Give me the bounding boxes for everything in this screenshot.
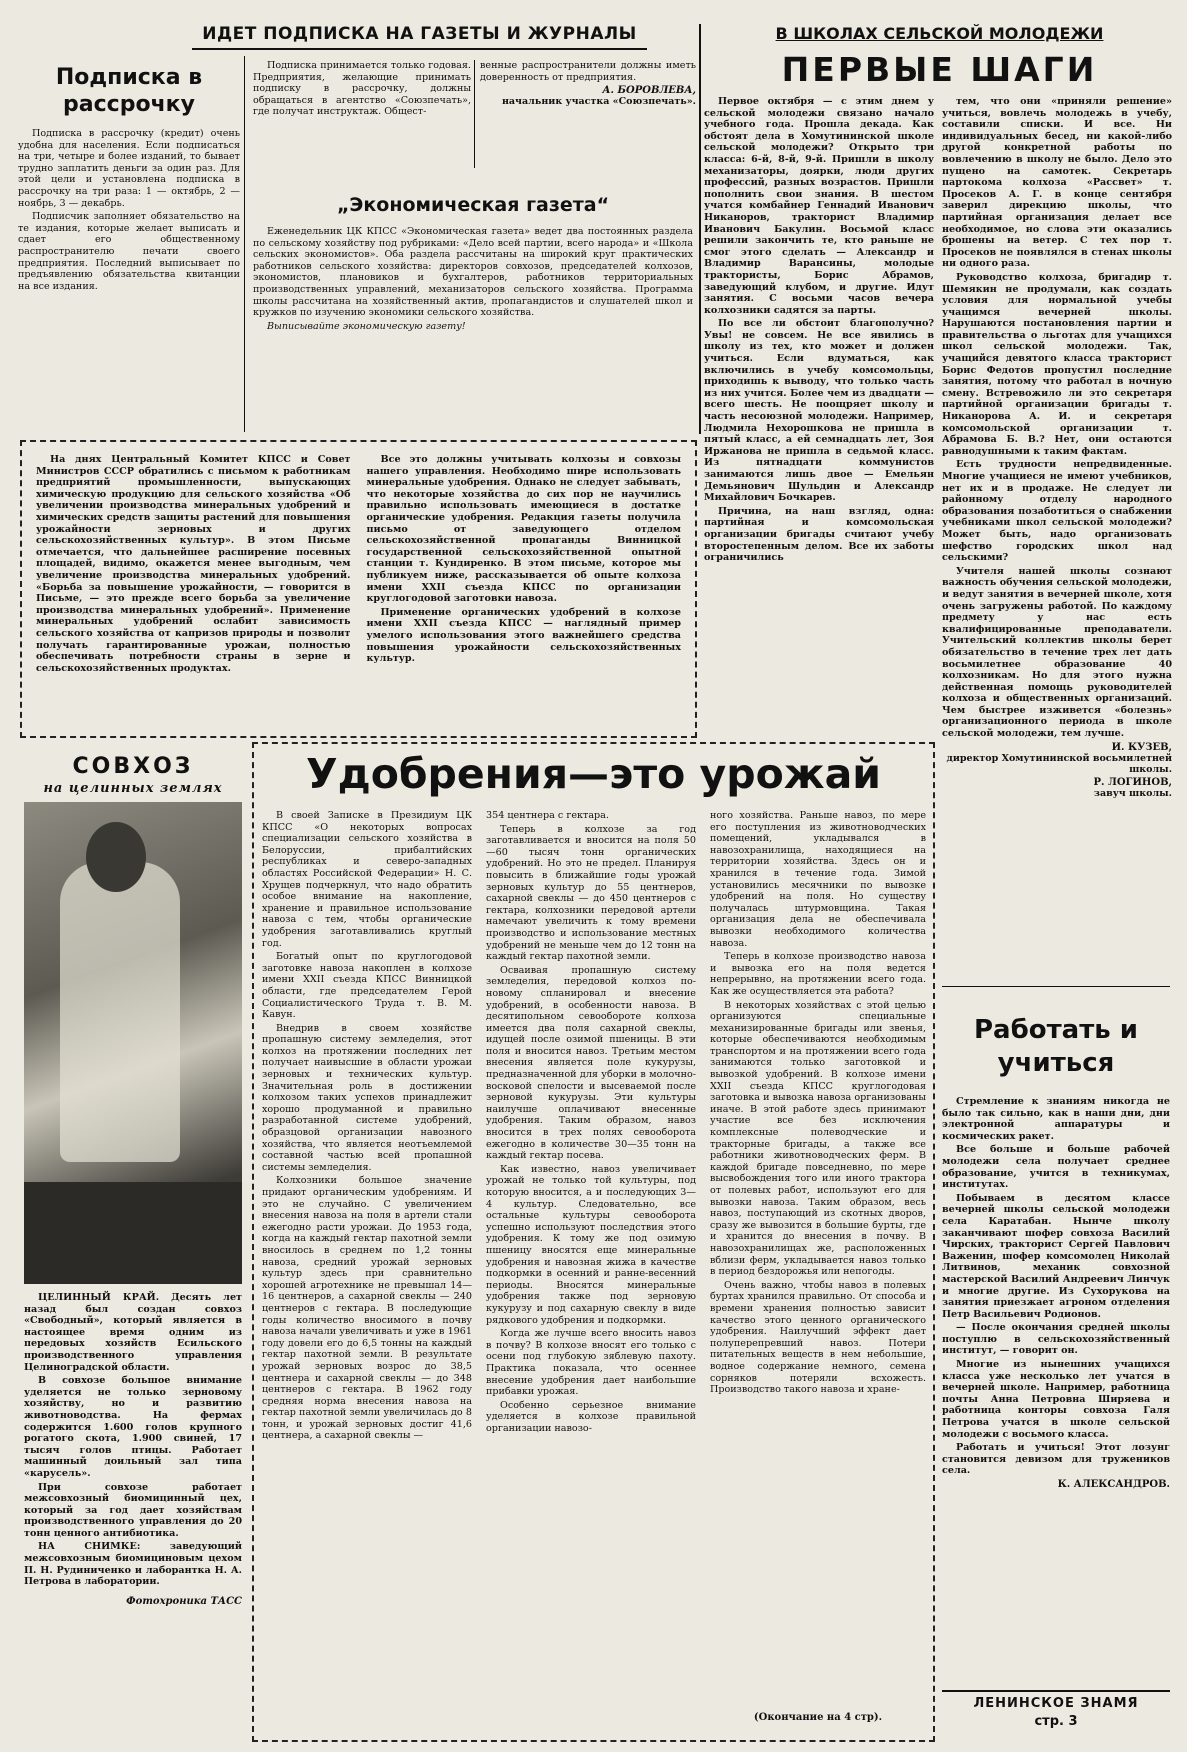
udobrenia-paragraph: Теперь в колхозе за год заготавливается и вносится на поля 50—60 тысяч тонн органических удобрений. Но это не предел. Планируя повысить в ближайшие годы урожай зерновых культур до 55 центнеров, сахарной свеклы — до 450 центнеров с гектара, колхозники передовой артели намечают увеличить к тому времени производство и использование местных удобрений не меньше чем до 12 тонн на каждый гектар пахотной земли. (486, 823, 696, 963)
rassrochka-signature: А. БОРОВЛЕВА, (602, 85, 696, 97)
work-study-paragraph: Побываем в десятом классе вечерней школы сельской молодежи села Каратабан. Нынче школу заканчивают шофер совхоза Василий Чирских, тракторист Сергей Павлович Важенин, шофер комсомолец Николай Литвинов, механик совхозной мастерской Василий Андреевич Линчук и многие другие. Из Сухорукова на занятия приезжает агроном отделения Петр Васильевич Родионов. (942, 1192, 1170, 1320)
work-study-paragraph: Стремление к знаниям никогда не было так сильно, как в наши дни, дни электронной аппаратуры и космических ракет. (942, 1096, 1170, 1142)
udobrenia-paragraph: Как известно, навоз увеличивает урожай не только той культуры, под которую вносится, а и последующих 3—4 культур. Следовательно, все остальные культуры севооборота успешно используют последствия этого удобрения. К тому же под озимую пшеницу вносятся еще минеральные удобрения и навозная жижа в качестве подкормки в осенний и ранне-весенний периоды. Вносятся минеральные удобрения также под зерновую кукурузу и под сахарную свеклу в виде рядкового удобрения и подкормки. (486, 1163, 696, 1326)
work-study-paragraph: Все больше и больше рабочей молодежи села получает среднее образование, учится в техникумах, институтах. (942, 1144, 1170, 1191)
udobrenia-paragraph: Теперь в колхозе производство навоза и вывозка его на поля ведется непрерывно, на протяжении всего года. Как же осуществляется эта работа? (710, 951, 926, 997)
column-rule (474, 60, 475, 168)
rassrochka-signature-role: начальник участка «Союзпечать». (501, 96, 696, 108)
letter-paragraph: Применение органических удобрений в колхозе имени XXII съезда КПСС — наглядный пример умелого использования этого важнейшего средства повышения урожайности сельскохозяйственных культур. (366, 606, 681, 665)
udobrenia-paragraph: В своей Записке в Президиум ЦК КПСС «О некоторых вопросах специализации сельского хозяйства в Белоруссии, прибалтийских республиках и северо-западных областях Российской Федерации» Н. С. Хрущев подчеркнул, что надо обратить особое внимание на накопление, хранение и правильное использование навоза с тем, чтобы органические удобрения заготавливались круглый год. (262, 810, 472, 949)
udobrenia-paragraph: ного хозяйства. Раньше навоз, по мере его поступления из животноводческих помещений, укладывался в навозохранилища, находящиеся на территории хозяйства. Здесь он и хранился в течение года. Зимой установились месячники по вывозке удобрений на поля. Но существу получалась штурмовщина. Такая организация дела не обеспечивала вывозки необходимого количества навоза. (710, 810, 926, 949)
footer-rule (942, 1690, 1170, 1692)
sovkhoz-photo-credit: Фотохроника ТАСС (126, 1595, 242, 1607)
first-steps-title: ПЕРВЫЕ ШАГИ (781, 50, 1098, 89)
udobrenia-paragraph: 354 центнера с гектара. (486, 810, 609, 821)
photo-figure (60, 862, 180, 1162)
udobrenia-paragraph: Особенно серьезное внимание уделяется в колхозе правильной организации навозо- (486, 1399, 696, 1434)
udobrenia-paragraph: Богатый опыт по круглогодовой заготовке навоза накоплен в колхозе имени XXII съезда КПСС Винницкой области, где председателем Герой Социалистического Труда т. В. М. Кавун. (262, 951, 472, 1021)
econ-article (253, 188, 693, 434)
econ-paragraph: Выписывайте экономическую газету! (267, 320, 466, 332)
subscription-banner: ИДЕТ ПОДПИСКА НА ГАЗЕТЫ И ЖУРНАЛЫ (202, 24, 637, 44)
sovkhoz-photo (24, 802, 242, 1284)
first-steps-col2 (942, 96, 1172, 976)
sovkhoz-article (24, 752, 242, 1742)
first-steps-signature-role: директор Хомутининской восьмилетней школы. (946, 752, 1172, 775)
first-steps-paragraph: Руководство колхоза, бригадир т. Шемякин не продумали, как создать условия для нормальной учебы учащимся вечерней школы. Нарушаются постановления партии и правительства о льготах для учащихся школ сельской молодежи. Так, учащийся девятого класса тракторист Борис Федотов пропустил последние занятия, потому что работал в ночную смену. Встревожило ли это секретаря партийной организации бригады т. Никанорова А. И. и секретаря комсомольской организации т. Абрамова Б. В.? Нет, они остаются равнодушными к таким фактам. (942, 271, 1172, 457)
work-study-article (942, 992, 1170, 1682)
rassrochka-paragraph: Подписка в рассрочку (кредит) очень удобна для населения. Если подписаться на три, четыре и более изданий, то бывает трудно заплатить деньги за один раз. Для этой цели и установлена подписка в рассрочку на три раза: 1 — октябрь, 2 — ноябрь, 3 — декабрь. (18, 128, 240, 209)
letter-paragraph: На днях Центральный Комитет КПСС и Совет Министров СССР обратились с письмом к работникам предприятий промышленности, выпускающих химическую продукцию для сельского хозяйства «Об увеличении производства минеральных удобрений и химических средств защиты растений для повышения урожайности зерновых и других сельскохозяйственных культур». В этом Письме отмечается, что дальнейшее расширение посевных площадей, видимо, окажется менее выгодным, чем увеличение производства минеральных удобрений. «Борьба за повышение урожайности, — говорится в Письме, — это прежде всего борьба за увеличение производства минеральных удобрений». Применение минеральных удобрений ослабит зависимость сельского хозяйства от капризов природы и позволит получать гарантированные урожаи, полностью обеспечивать потребности страны в зерне и сельскохозяйственных продуктах. (36, 454, 351, 674)
first-steps-paragraph: По все ли обстоит благополучно? Увы! не совсем. Не все явились в школу из тех, кто может и должен учиться. Если вдуматься, как включились в учебу комсомольцы, приходишь к выводу, что только часть из них учится. Более чем из двадцати — всего шесть. Не поощряет школу и часть несоюзной молодежи. Например, Людмила Нехорошкова не пришла в пятый класс, а ей семнадцать лет, Зоя Иржанова не пришла в седьмой класс. Из пятнадцати коммунистов занимаются лишь двое — Емельян Демьянович Шульдин и Александр Михайлович Бочкарев. (704, 318, 934, 504)
rassrochka-paragraph: Подписчик заполняет обязательство на те издания, которые желает выписать и сдает его общественному распространителю печати своего предприятия. Последний выписывает по предъявлению обязательства квитанции на все издания. (18, 211, 240, 292)
rassrochka-paragraph: венные распространители должны иметь доверенность от предприятия. (480, 60, 696, 83)
first-steps-signature: Р. ЛОГИНОВ, (1093, 776, 1172, 788)
rassrochka-paragraph: Подписка принимается только годовая. Предприятия, желающие принимать подписку в рассрочку, должны обращаться в агентство «Союзпечать», где получат инструктаж. Общест- (253, 60, 471, 118)
first-steps-signature-role: завуч школы. (1093, 787, 1172, 799)
first-steps-paragraph: Есть трудности непредвиденные. Многие учащиеся не имеют учебников, нет их и в продаже. Не следует ли районному отделу народного образования позаботиться о снабжении учебниками школ сельской молодежи? Может быть, надо организовать шефство городских школ над сельскими? (942, 459, 1172, 564)
rassrochka-continued-2 (480, 60, 696, 180)
letter-box (20, 440, 697, 738)
first-steps-col1 (704, 96, 934, 742)
udobrenia-paragraph: Внедрив в своем хозяйстве пропашную систему земледелия, этот колхоз на протяжении последних лет получает наивысшие в области урожаи зерновых и технических культур. Значительная роль в достижении колхозом таких успехов принадлежит хорошо продуманной и правильно разработанной системе удобрений, образцовой организации навозного хозяйства, что является неотъемлемой составной частью всей пропашной системы земледелия. (262, 1022, 472, 1173)
udobrenia-col1 (262, 810, 472, 1730)
section-rule (942, 986, 1170, 987)
rassrochka-continued (253, 60, 471, 180)
sovkhoz-paragraph: При совхозе работает межсовхозный биомицинный цех, который за год дает хозяйствам производственного управления до 20 тонн ценного антибиотика. (24, 1481, 242, 1539)
column-rule (699, 24, 701, 434)
first-steps-signature: И. КУЗЕВ, (1111, 741, 1172, 753)
photo-equipment (24, 1182, 242, 1284)
rassrochka-title: Подписка в рассрочку (55, 65, 203, 117)
footer-page-number: стр. 3 (1034, 1714, 1078, 1729)
letter-columns (36, 454, 681, 724)
sovkhoz-title: СОВХОЗ (72, 754, 194, 779)
udobrenia-col2 (486, 810, 696, 1730)
udobrenia-paragraph: Осваивая пропашную систему земледелия, передовой колхоз по-новому спланировал и внесение удобрений, в особенности навоза. В десятипольном севообороте колхоза имеется два поля сахарной свеклы, идущей после озимой пшеницы. В эти поля и вносится навоз. Третьим местом внесения является поле кукурузы, предназначенной для уборки в молочно-восковой спелости и высеваемой после зерновой кукурузы. Эти культуры наилучше оплачивают внесенные удобрения. Таким образом, навоз вносится в трех полях севооборота ежегодно в количестве 30—35 тонн на каждый гектар посева. (486, 964, 696, 1162)
udobrenia-paragraph: Когда же лучше всего вносить навоз в почву? В колхозе вносят его только с осени под глубокую зяблевую пахоту. Практика показала, что осеннее внесение удобрения дает наибольшие прибавки урожая. (486, 1328, 696, 1398)
first-steps-paragraph: Первое октября — с этим днем у сельской молодежи связано начало учебного года. Прошла декада. Как обстоят дела в Хомутининской школе сельской молодежи? Открыто три класса: 6-й, 8-й, 9-й. Пришли в школу механизаторы, доярки, люди других профессий, разных возрастов. Пришли пополнить свои знания. В шестом учатся комбайнер Геннадий Иванович Никаноров, тракторист Владимир Иванович Бакулин. Восьмой класс решили закончить те, кто раньше не смог этого сделать — Александр и Владимир Варансины, молодые трактористы, Борис Абрамов, заведующий клубом, и другие. Идут занятия. С восьми часов вечера колхозники садятся за парты. (704, 96, 934, 316)
first-steps-paragraph: Причина, на наш взгляд, одна: партийная и комсомольская организации бригады считают учебу второстепенным делом. Все их заботы ограничились (704, 505, 934, 564)
econ-paragraph: Еженедельник ЦК КПСС «Экономическая газета» ведет два постоянных раздела по сельскому хозяйству под рубриками: «Дело всей партии, всего народа» и «Школа сельских экономистов». Оба раздела рассчитаны на широкий круг практических работников сельского хозяйства: директоров совхозов, председателей колхозов, экономистов, плановиков и бухгалтеров, работников территориальных производственных управлений, механизаторов сельского хозяйства. Программа школы рассчитана на хозяйственный актив, пропагандистов и слушателей школ и кружков по изучению экономики сельского хозяйства. (253, 226, 693, 319)
first-steps-paragraph: Учителя нашей школы сознают важность обучения сельской молодежи, и ведут занятия в вечерней школе, хотя очень загружены работой. По каждому предмету у нас есть квалифицированные преподаватели. Учительский коллектив школы берет обязательство в течение трех лет дать восьмилетнее образование 40 колхозникам. Но для этого нужна действенная помощь руководителей колхоза и общественных организаций. Чем быстрее изживется «болезнь» организационного периода в школе сельской молодежи, тем лучше. (942, 565, 1172, 740)
work-study-paragraph: Работать и учиться! Этот лозунг становится девизом для тружеников села. (942, 1442, 1170, 1477)
first-steps-paragraph: тем, что они «приняли решение» учиться, вовлечь молодежь в учебу, составили списки. И все. Ни индивидуальных бесед, ни какой-либо другой конкретной работы по вовлечению в школу не было. Дело это пущено на самотек. Секретарь партокома колхоза «Рассвет» т. Просеков А. Г. в конце сентября заверил дирекцию школы, что партийная организация делает все необходимое, но слова эти оказались брошены на ветер. С тех пор т. Просеков не появлялся в стенах школы ни одного раза. (942, 96, 1172, 270)
udobrenia-title: Удобрения—это урожай (305, 750, 881, 798)
banner-underline (192, 48, 647, 50)
sovkhoz-paragraph: В совхозе большое внимание уделяется не только зерновому хозяйству, но и развитию животноводства. На фермах содержится 1.600 голов крупного рогатого скота, 1.900 свиней, 17 тысяч голов птицы. Работает машинный доильный зал типа «карусель». (24, 1375, 242, 1479)
work-study-signature: К. АЛЕКСАНДРОВ. (1057, 1479, 1170, 1490)
econ-title: „Экономическая газета“ (336, 194, 610, 216)
photo-head (86, 822, 146, 892)
udobrenia-paragraph: Колхозники большое значение придают органическим удобрениям. И это не случайно. С увеличением внесения навоза на поля в артели стали ежегодно расти урожаи. До 1953 года, когда на каждый гектар пахотной земли вносилось в среднем по 1,2 тонны навоза, средний урожай зерновых культур здесь при сравнительно хорошей агротехнике не превышал 14—16 центнеров, а сахарной свеклы — 240 центнеров с гектара. В последующие годы количество вносимого в почву навоза начали увеличивать и уже в 1961 году довели его до 6,5 тонны на каждый гектар пахотной земли. В результате урожай зерновых возрос до 38,5 центнера и сахарной свеклы — до 348 центнеров с гектара. В 1962 году средняя норма внесения навоза на гектар пахотной земли увеличилась до 8 тонн, и урожай зерновых достиг 41,6 центнера, а сахарной свеклы — (262, 1175, 472, 1442)
udobrenia-paragraph: Очень важно, чтобы навоз в полевых буртах хранился правильно. От способа и времени хранения полностью зависит качество этого ценного органического удобрения. Наилучший эффект дает полуперепревший навоз. Потери питательных веществ в нем небольшие, водное содержание немного, семена сорняков потеряли всхожесть. Производство такого навоза и хране- (710, 1279, 926, 1396)
column-rule (244, 56, 245, 432)
footer-paper-name: ЛЕНИНСКОЕ ЗНАМЯ (973, 1696, 1139, 1711)
sovkhoz-subtitle: на целинных землях (43, 781, 223, 796)
rassrochka-article (18, 56, 240, 432)
work-study-paragraph: — После окончания средней школы поступлю в сельскохозяйственный институт, — говорит он. (942, 1322, 1170, 1357)
sovkhoz-paragraph: ЦЕЛИННЫЙ КРАЙ. Десять лет назад был создан совхоз «Свободный», который является в настоящее время одним из передовых хозяйств Есильского производственного управления Целиноградской области. (24, 1292, 242, 1373)
sovkhoz-caption: НА СНИМКЕ: заведующий межсовхозным биомициновым цехом П. Н. Рудиниченко и лаборантка Н. А. Петрова в лаборатории. (24, 1541, 242, 1588)
udobrenia-col3 (710, 810, 926, 1700)
udobrenia-continued: (Окончание на 4 стр). (753, 1712, 883, 1723)
school-banner: В ШКОЛАХ СЕЛЬСКОЙ МОЛОДЕЖИ (775, 24, 1104, 43)
work-study-paragraph: Многие из нынешних учащихся класса уже несколько лет учатся в вечерней школе. Например, работница почты Анна Петровна Ширяева и работница конторы совхоза Галя Петрова учатся в школе сельской молодежи с восьмого класса. (942, 1359, 1170, 1440)
work-study-title: Работать и учиться (973, 1015, 1138, 1078)
letter-paragraph: Все это должны учитывать колхозы и совхозы нашего управления. Необходимо шире использовать минеральные удобрения. Однако не следует забывать, что некоторые хозяйства до сих пор не научились правильно использовать имеющиеся в достатке органические удобрения. Редакция газеты получила письмо от заведующего отделом сельскохозяйственной пропаганды Винницкой государственной сельскохозяйственной опытной станции т. Кундиренко. В этом письме, которое мы публикуем ниже, рассказывается об опыте колхоза имени XXII съезда КПСС по организации круглогодовой заготовки навоза. (366, 454, 681, 605)
udobrenia-paragraph: В некоторых хозяйствах с этой целью организуются специальные механизированные бригады или звенья, которые обеспечиваются необходимым транспортом и на протяжении всего года занимаются только заготовкой и вывозкой удобрений. В колхозе имени XXII съезда КПСС круглогодовая заготовка и вывозка навоза организованы иначе. В этой работе здесь принимают участие все без исключения комплексные полеводческие и тракторные бригады, а также все работники животноводческих ферм. В каждой бригаде повседневно, по мере высвобождения того или иного трактора от полевых работ, используют его для вывозки навоза. Таким образом, весь навоз, поступающий из скотных дворов, сразу же вывозится в большие бурты, где и хранится до внесения в почву. В навозохранилищах же, расположенных вблизи ферм, укладывается навоз только в период бездорожья или непогоды. (710, 999, 926, 1278)
